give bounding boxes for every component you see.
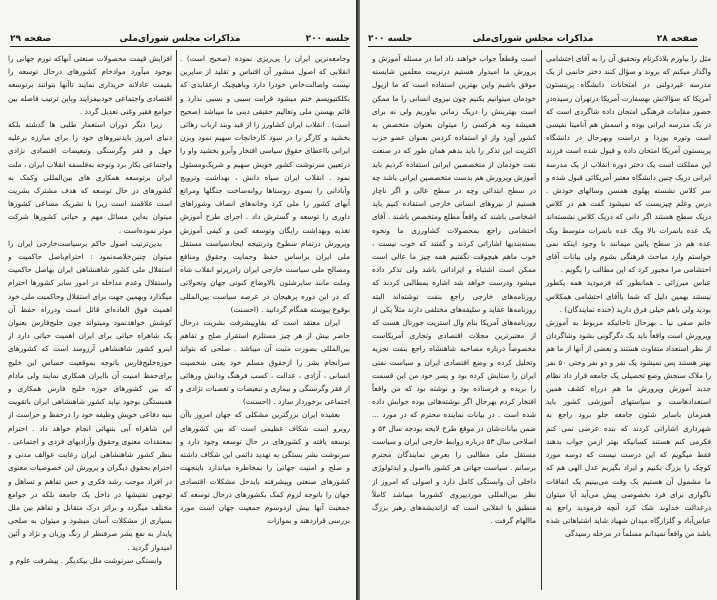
paragraph: وابستگی سرنوشت ملل بیکدیگر . پیشرفت علوم و [9, 555, 162, 565]
publication-title: مذاکرات مجلس شورای‌ملی [472, 34, 594, 44]
page-number: صفحه ۲۸ [656, 34, 698, 44]
paragraph: بعقیده ایران بزرگترین مشکلی که جهان امروز باآن روبرو است شکاف عظیمی است که بین کشورهای توسعه یافته و کشورهای در حال توسعه وجود دارد و سرنوشت بشر بستگی به تهدید دائمی این شکاف داشته و صلح و امنیت جهانی را بمخاطره میاندازد باینجهت کشورهای صنعتی وپیشرفته بایدحل مشکلات اقتصادی جهان را باتوجه لزوم کمک بکشورهای درحال توسعه که جمعیت آنها بیش ازدوسوم جمعیت جهان است مورد بررسی قراردهند و بموازات [180, 410, 350, 526]
text-column-right [546, 52, 711, 572]
speaker-paragraph: خانم صفی نیا ـ بهرحال تاحائیکه مربوط به آموزش وپرورش است واقعاً باید یک دگرگونی بشود وشاگردان از نظر استعداد متفاوت هستند و بعضی از آنها از ما هم بهتر هستند پس نمیشود یک نفر و دو نفر وحتی ۵۰ نفر را ملاک سنجش وضع تحصیلی یک جامعه قرار داد نظام جدید آموزش وپرورش ما هم درراه کشف همین استعدادهاست و سیاستهای آموزشی کشور باید همزمان باسایر شئون جامعه جلو برود راجع به شهرداری اشاراتی کردند که بنده عرضی نمی کنم فکرمی کنم هستند کسانیکه بهتر ازمن جواب بدهند فقط میگویم که این درست نیست که دوسه مورد کوچک را بزرگ بکنیم و ایراد بگیریم عدل الهی هم که ما مشمول آن هستیم یک وقت می‌بینیم یک اتفاقات ناگواری برای فرد بخصوصی پیش می‌آید آیا میتوان درعدالت خداوند شک کرد آنچه فرمودید راجع به عباس‌آباد و گلزارگاه میدان شهیاد شاید اشتباهاتی شده باشد من واقعاً نمیدانم مسلماً در مرحله رسیدگی [546, 318, 711, 539]
paragraph: است وقطعاً جواب خواهند داد اما در مسئله آموزش و پرورش ما امیدوار هستیم درتربیت معلمین شایسته موفق باشیم واین بهترین استفاده است که ما ازپول خودمان میتوانیم بکنیم چون نیروی انسانی را ما ممکن است بهترینش را دریک زمانی بیاوریم ولی نه برای همیشه وبه هرکسی را میتوان بعنوان متخصص به کشور آورد واز او استفاده کردمن بعنوان عضو حزب اکثریت این تذکر را باید بدهم همان طور که در صنعت نفت خودمان از متخصصین ایرانی استفاده کردیم باید آموزش وپرورش هم بدست متخصصین ایرانی باشد چه در سطح ابتدائی وچه در سطح عالی و اگر ناچار هستیم از نیروهای انسانی خارجی استفاده کنیم باید اشخاصی باشند که واقعاً مطلع ومتخصص باشند . آقای احتشامی راجع بمحصولات کشاورزی ما ونحوه بسته‌بندیها اشاراتی کردند و گفتند که خوب نیست ، خوب ماهم هیچوقت نگفتیم همه چیز ما عالی است ممکن است اشتباه و ایراداتی باشد ولی تذکر داده میشود ودرست خواهد شد اشاره بمطالبی کردند که روزنامه‌های خارجی راجع بنفت نوشته‌اند البته روزنامه‌ها عقاید و سلیقه‌های مختلفی دارند مثلاً یکی از روزنامه‌های آمریکا بنام وال استریت جورنال هست که از معتبرترین مجلات اقتصادی وتجاری آمریکاست مخصوصاً درباره مصاحبه شاهنشاه راجع بنفت تجزیه وتحلیل کرده و وضع اقتصادی ایران و سیاست نفتی ایران را ستایش کرده بود و پسر خود من این قسمت را بریده و فرستاده بود و نوشته بود که من واقعاً افتخار کردم بهرحال اگر نوشته‌هائی بوده جوابش داده شده است . در بیانات نماینده محترم که در مورد ... ضمن بیانات‌شان در موقع طرح لایحه بودجه سال ۵۴ و اصلاحی سال ۵۳ درباره روابط خارجی ایران و سیاست مستقل ملی مطالبی را بعرض نمایندگان محترم برسانم . سیاست جهانی هر کشور بااصول و ایدئولوژی داخلی آن وابستگی کامل دارد و اصولی که امروز از نظر بین‌المللی موردپیروی کشورما میباشد کاملاً منطبق با انقلابی است که ازاندیشه‌های رهبر بزرگ ماالهام گرفت . [372, 54, 536, 526]
paragraph: بدین‌ترتیب اصول حاکم برسیاست‌خارجی ایران را میتوان چنین‌خلاصه‌نمود : احترام‌باصل حاکمیت و استقلال ملی کشور شاهنشاهی ایران بهاصل حاکمیت واستقلال وعدم مداخله در امور سایر کشورها احترام میگذارد وبهمین جهت برای استقلال وحاکمیت ملی خود اهمیت فوق العاده‌ای قائل است ودرراه حفظ آن کوشش خواهدنمود ومیتواند چون خلیج‌فارس بعنوان یک شاهراه حیاتی برای ایران اهمیت حیاتی دارد از اینرو کشور شاهنشاهی آرزومند است که کشورهای حوزه‌خلیج‌فارس باتوجه بموقعیت حساس این خلیج برای‌حفظ امنیت آن باایران همکاری نمایند ولی مادام که بین کشورهای حوزه خلیج فارس همکاری و همبستگی بوجود نیاید کشور شاهنشاهی ایران باتقویت بنیه دفاعی خویش وظیفه خود را درحفظ و حراست از این شاهراه آبی بتنهائی انجام خواهد داد . احترام بمعتقدات معنوی وحقوق وآزادیهای فردی و اجتماعی . بنظر کشور شاهنشاهی ایران رعایت عوالف مدنی و احترام بحقوق دیگران و پرورش این خصوصیات معنوی در افراد موجب رشد فکری و حس تفاهم و تساهل و توجهی تفتیشها در داخل یک جامعه بلکه در جوامع مختلف میگردد و براثر درک متقابل و تفاهم بین ملل بسیاری از مشکلات آسان میشود و میتوان به صلحی پایدار به نفع بشر صرفنظر از رنگ وزبان و نژاد و آئین امیدوار گردید . [8, 238, 172, 552]
paragraph: افزایش قیمت محصولات صنعتی آنهاکه تورم جهانی را بوجود میآورد موادخام کشورهای درحال توسعه را بقیمت عادلانه خریداری نمایند تاآنها بتوانند برتوسعه اقتصادی واجتماعی خودبیفزایند وباین ترتیب فاصله بین جوامع فقیر وغنی تعدیل گردد . [8, 54, 172, 116]
session-number: جلسه ۲۰۰ [305, 34, 350, 44]
text-column-left [372, 52, 536, 572]
paragraph: زیرا دیگر دوران استعمار طلبی ها گذشته بلکه دنیای امروز بایدنیروهای خود را برای مبارزه برعلیه جهل و فقر وگرسنگی وتبعیضات اقتصادی نژادی واجتماعی بکار برد وتوجه به‌فلسفه انقلاب ایران ، ملت ایران برتوسعه همکاری های بین‌المللی وکمک به کشورهای در حال توسعه که هدف مشترک بشریت است علاقمند است زیرا با تشریک مساعی کشورها میتوان به‌این مسائل مهم و حیاتی کشورها شرکت موثر نموده‌است . [8, 120, 172, 235]
paragraph: وجامعه‌ترین ایران را پی‌ریزی نموده (صحیح است) . انقلابی که اصول منشور آن اقتباس و تقلید از سایرین نیست واصالت‌خاص خودرا دارد وباهیچیک ازعقایدی که بکلکتیویسم ختم میشود قرابت سببی و نسبی ندارد و قائم بهسنن ملی وتعالیم حقیقی دینی ما میباشد (صحیح است) . انقلاب ایران کشاورز را از قید وبند ارباب رهائی بخشید و کارگر را در سود کارخانجات سهیم نمود وبزن ایرانی بااعطای حقوق سیاسی افتخار وآبرو بخشید واو را درتعیین سرنوشت کشور خویش سهیم و شریک‌ومسئول نمود . انقلاب ایران سپاه دانش ، بهداشت وترویج وآبادانی را بسوی روستاها روانه‌ساخت جنگلها ومراتع آبهای کشور را ملی کرد وخانه‌های انصاف وشوراهای داوری را توسعه و گسترش داد . اجرای طرح آموزش تغذیه وبهداشت رایگان وتوسعه کمی و کیفی آموزش وپرورش درتمام سطوح ودرنتیجه ایجادسیاست مستقل ملی ایران براساس حفظ وحمایت وحقوق ومنافع ومصالح ملی سیاست خارجی ایران رادرپرتو انقلاب شاه وملت مانند سایرشئون بالاوضاع کنونی جهان وتحولاتی که در این دوره پرهیجان در عرصه سیاست بین‌المللی بوقوع پیوسته همگام گردانید . (احسنت) [180, 54, 350, 314]
page-header [368, 30, 698, 44]
page-header [10, 30, 350, 44]
text-column-right [180, 52, 350, 592]
paragraph: مثل را بیاورم بلاذکرنام وتحقیق آن را به آقای احتشامی واگذار میکنم که بروند و سؤال کنند دختر خانمی از یک مدرسه غیردولتی در امتحانات دانشگاه پرینستون آمریکا که سؤالاتش بهسفارت آمریکا درتهران رسیده‌در حضور مقامات فرهنگی امتحان داده شاگردی است که در یک مدرسه ایرانی بوده و اسمش هم آنامیتا نفیسی است وتوره پوردا و دراست وبهرحال در دانشگاه پرینستون آمریکا امتحان داده و قبول شده است فرزند این مملکت است یک دختر دوره انقلاب از یک مدرسه ایرانی دریک چنین دانشگاه معتبر آمریکائی قبول شده و سر کلاس نشسته پهلوی همسن وسالهای خودش . درس وعلم چیزیست که نمیشود گفت هم در کلاس دریک سطح هستند اگر دانی که دریک کلاس نشسته‌اند یک عده بانمرات بالا ویک عده بانمرات متوسط ویک عده هم در سطح پائین میمانند با وجود اینکه نمی خواستم وارد مباحث فرهنگی بشوم ولی بیانات آقای احتشامی مرا مجبور کرد که این مطالب را بگویم . [546, 54, 711, 275]
column-divider [176, 50, 177, 590]
header-rule [368, 46, 698, 47]
header-rule [10, 46, 350, 47]
page-29 [0, 0, 358, 600]
text-column-left [8, 52, 172, 592]
page-28 [360, 0, 717, 600]
page-number: صفحه ۲۹ [10, 34, 52, 44]
paragraph: ایران معتقد است که بقاوپیشرفت بشریت درحال حاضر بیش از هر چیز مستلزم استقرار صلح و تفاهم بین‌المللی بصورت مثبت آن میباشد . صلحی که بتواند سرانجام بشر را ازحقوق مسلم خود یعنی شخصیت انسانی ، آزادی ، عدالت ، کسب فرهنگ ودانش ورهائی از فقر وگرسنگی و بیماری و تبعیضات و تعصبات نژادی و اجتماعی برخوردار سازد . (احسنت) [180, 318, 350, 407]
session-number: جلسه ۲۰۰ [368, 34, 413, 44]
publication-title: مذاکرات مجلس شورای‌ملی [119, 34, 241, 44]
speaker-paragraph: عباس میرزائی ـ همانطور که فرمودید همه یکطور نیستند بهمین دلیل که شما باآقای احتشامی همکلاس بودید ولی باهم خیلی فرق دارید (خنده نمایندگان) . [546, 278, 711, 314]
column-divider [541, 50, 542, 590]
